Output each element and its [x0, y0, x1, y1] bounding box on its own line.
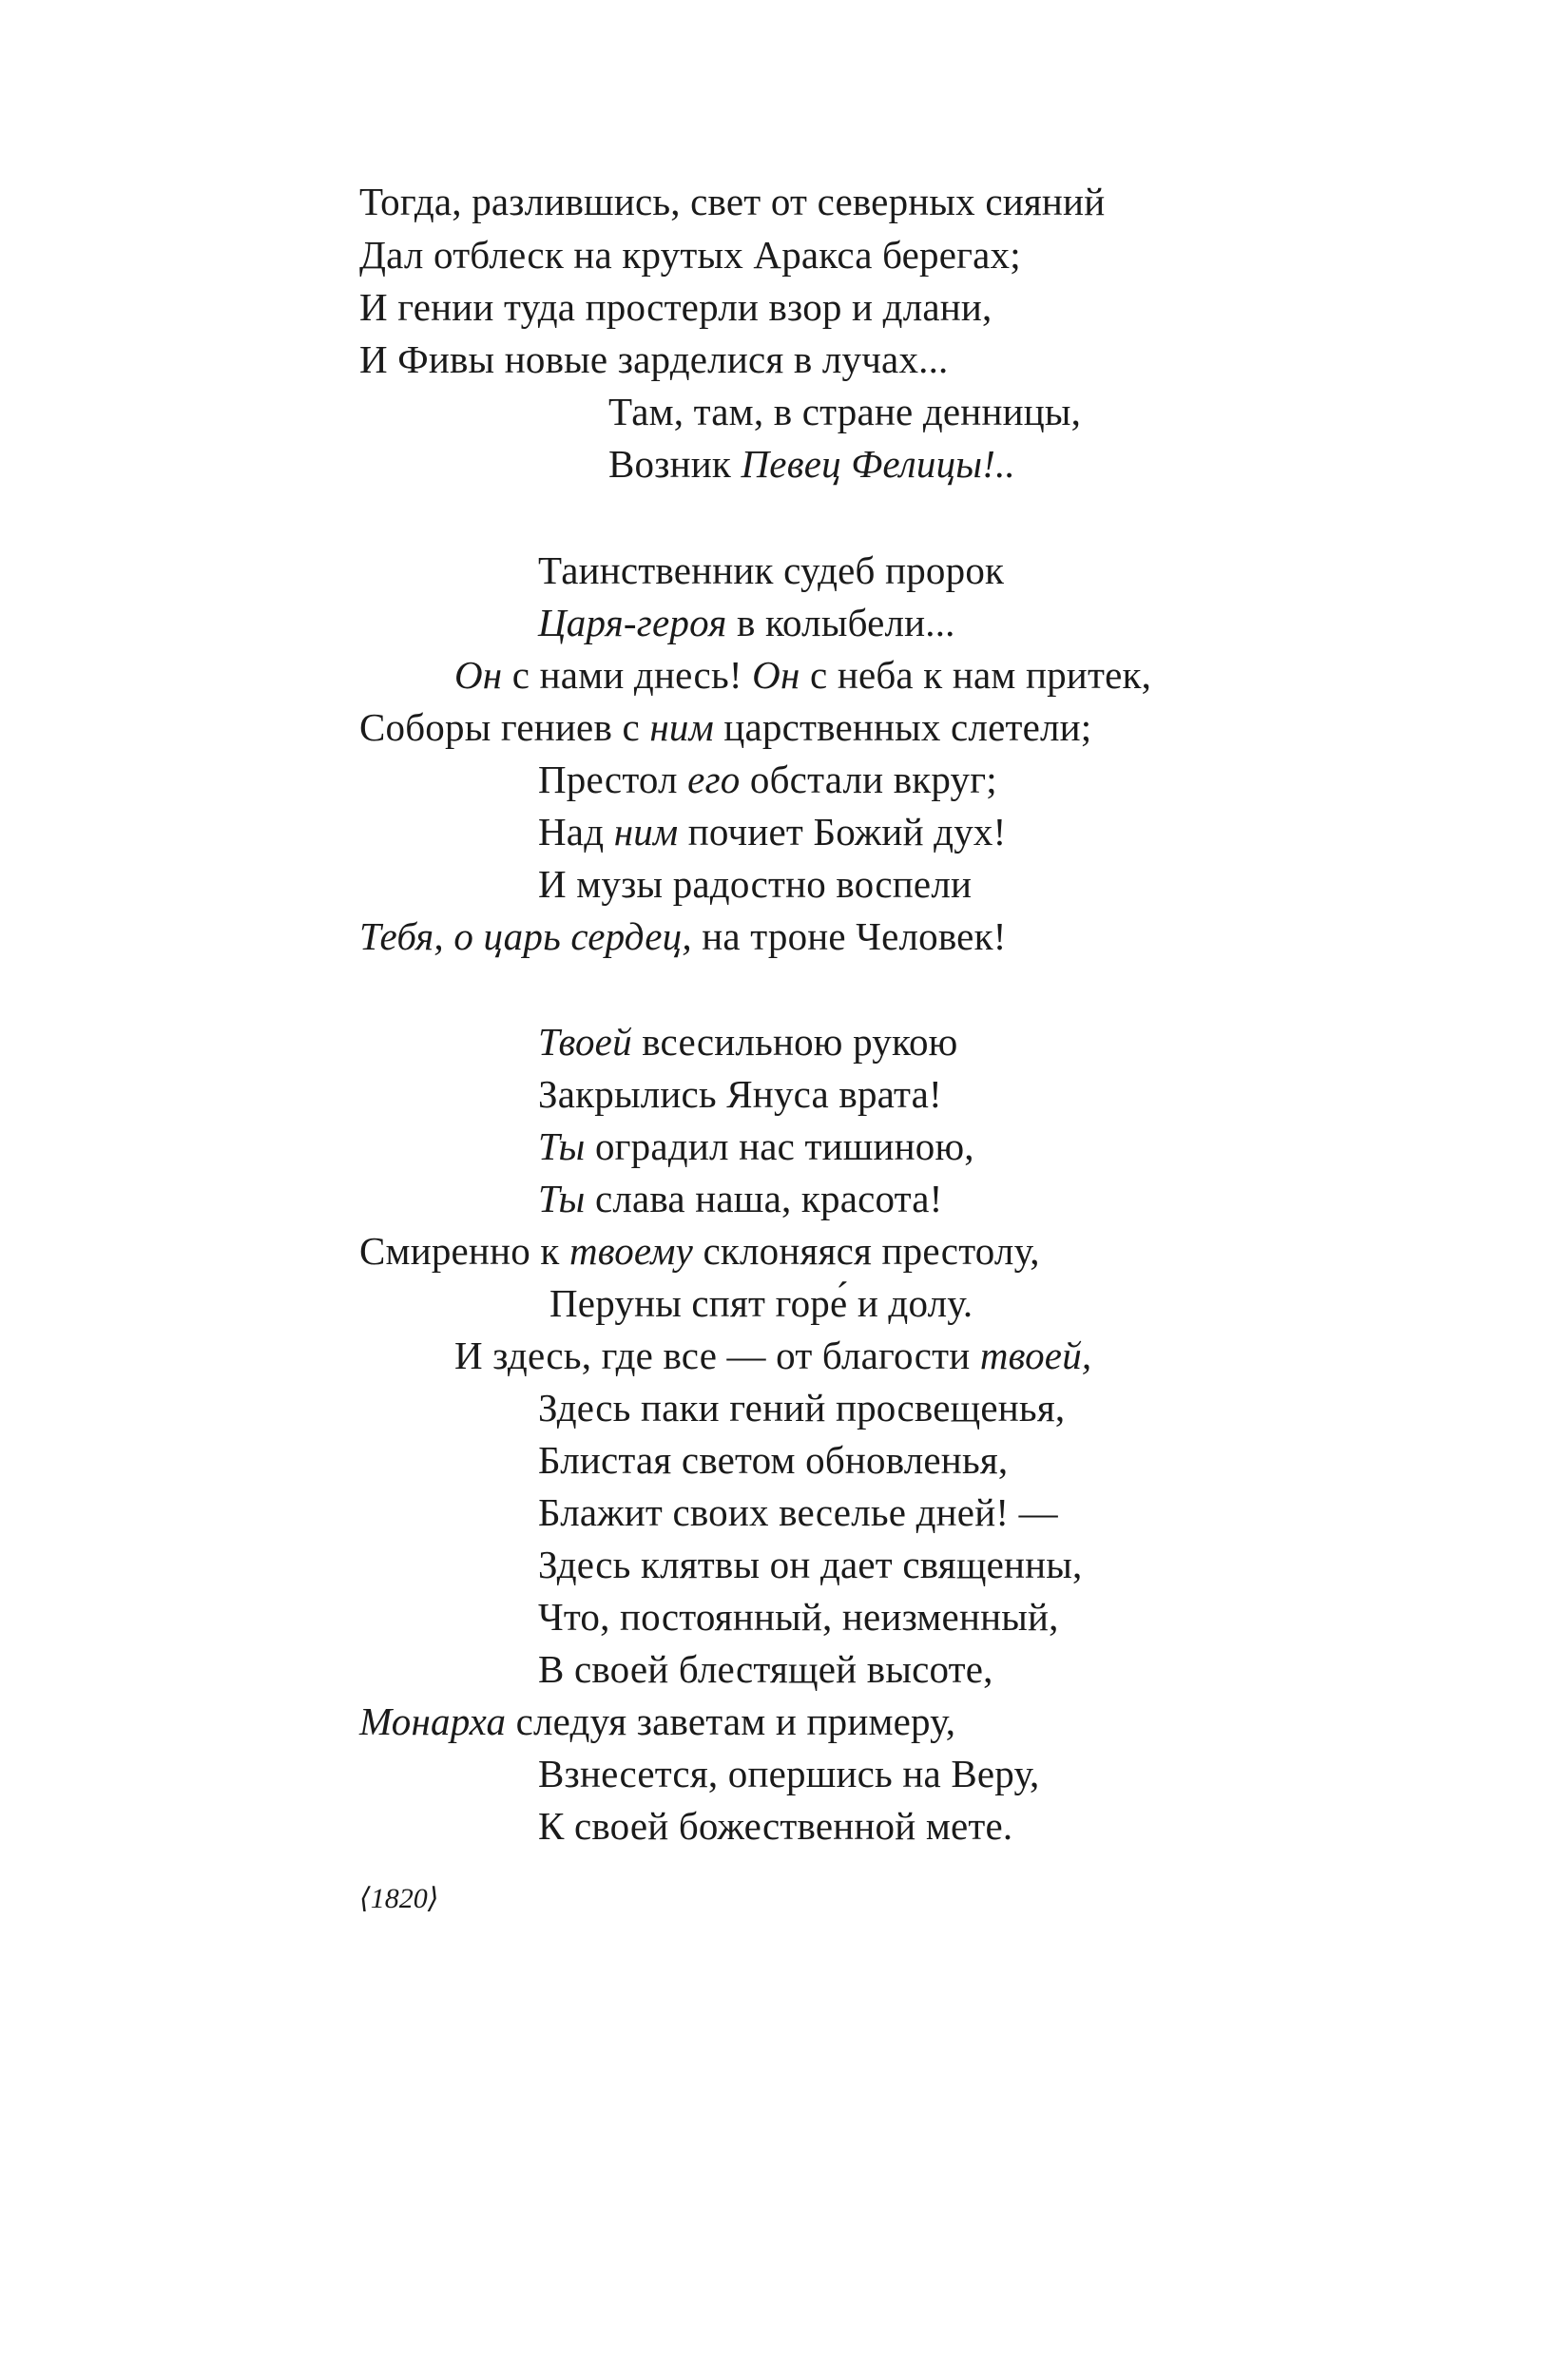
line-text: с нами днесь! [502, 653, 753, 697]
line-text: Над [538, 810, 614, 854]
line-text: склоняяся престолу, [693, 1229, 1040, 1273]
poem-line [538, 600, 955, 645]
poem-line [538, 757, 997, 802]
italic-text: Тебя, о царь сердец, [359, 914, 692, 958]
line-text: царственных слетели; [713, 705, 1092, 749]
poem-line [359, 704, 1091, 750]
poem-line [359, 336, 949, 382]
poem-line [359, 179, 1105, 224]
poem-line [538, 1385, 1065, 1430]
line-text: Возник [608, 442, 742, 486]
line-text: Блажит своих веселье дней! — [538, 1490, 1058, 1534]
line-text: Престол [538, 758, 688, 801]
italic-text: его [687, 758, 741, 801]
line-text: Перуны спят горе́ и долу. [549, 1281, 973, 1325]
italic-text: ним [613, 810, 679, 854]
line-text: с неба к нам притек, [800, 653, 1152, 697]
poem-line [538, 1751, 1040, 1796]
line-text: Соборы гениев с [359, 705, 650, 749]
poem-line [538, 547, 1004, 593]
line-text: Взнесется, опершись на Веру, [538, 1752, 1040, 1795]
line-text: Что, постоянный, неизменный, [538, 1595, 1059, 1639]
line-text: Смиренно к [359, 1229, 569, 1273]
italic-text: твоей, [979, 1334, 1092, 1377]
line-text: обстали вкруг; [740, 758, 997, 801]
poem-line [608, 441, 1015, 487]
line-text: слава наша, красота! [585, 1177, 943, 1220]
line-text: Здесь паки гений просвещенья, [538, 1386, 1066, 1430]
poem-line [359, 913, 1007, 959]
line-text: Закрылись Януса врата! [538, 1072, 942, 1116]
italic-text: ним [649, 705, 714, 749]
poem-line [538, 1542, 1083, 1587]
line-text: И здесь, где все — от благости [454, 1334, 980, 1377]
line-text: Дал отблеск на крутых Аракса берегах; [359, 233, 1021, 277]
poem-line [538, 861, 972, 907]
line-text: оградил нас тишиною, [585, 1124, 974, 1168]
poem-line [538, 1123, 974, 1169]
line-text: И гении туда простерли взор и длани, [359, 285, 992, 329]
italic-text: Ты [538, 1124, 586, 1168]
poem-line [359, 1228, 1040, 1274]
poem-line [538, 1437, 1008, 1483]
line-text: В своей блестящей высоте, [538, 1647, 993, 1691]
poem-line [538, 1594, 1059, 1640]
poem-line [538, 1019, 958, 1065]
line-text: Здесь клятвы он дает священны, [538, 1543, 1083, 1586]
italic-text: Певец Фелицы!.. [741, 442, 1015, 486]
poem-line [538, 1489, 1058, 1535]
line-text: в колыбели... [726, 601, 955, 644]
line-text: следуя заветам и примеру, [506, 1699, 956, 1743]
italic-text: Он [454, 653, 503, 697]
poem-line [549, 1280, 973, 1326]
poem-line [359, 1699, 955, 1744]
italic-text: Твоей [538, 1020, 632, 1064]
line-text: И Фивы новые зарделися в лучах... [359, 337, 949, 381]
poem-line [538, 1176, 943, 1221]
line-text: К своей божественной мете. [538, 1804, 1013, 1848]
italic-text: Монарха [359, 1699, 507, 1743]
italic-text: твоему [569, 1229, 694, 1273]
poem-line [538, 1646, 993, 1692]
poem-date: ⟨1820⟩ [359, 1883, 439, 1914]
line-text: Тогда, разлившись, свет от северных сияний [359, 180, 1106, 223]
poem-line [538, 1803, 1012, 1849]
poem-line [538, 1071, 942, 1117]
poem-line [359, 232, 1021, 278]
poem-line [454, 1333, 1091, 1378]
poem-line [538, 809, 1006, 854]
line-text: почиет Божий дух! [678, 810, 1007, 854]
italic-text: Царя-героя [538, 601, 727, 644]
poem-line [359, 284, 992, 330]
italic-text: Ты [538, 1177, 586, 1220]
line-text: Блистая светом обновленья, [538, 1438, 1009, 1482]
line-text: И музы радостно воспели [538, 862, 973, 906]
italic-text: Он [752, 653, 800, 697]
line-text: всесильною рукою [631, 1020, 958, 1064]
line-text: Там, там, в стране денницы, [608, 390, 1082, 433]
line-text: на троне Человек! [691, 914, 1007, 958]
poem-line [454, 652, 1151, 698]
poem-line [608, 389, 1081, 434]
line-text: Таинственник судеб пророк [538, 548, 1005, 592]
